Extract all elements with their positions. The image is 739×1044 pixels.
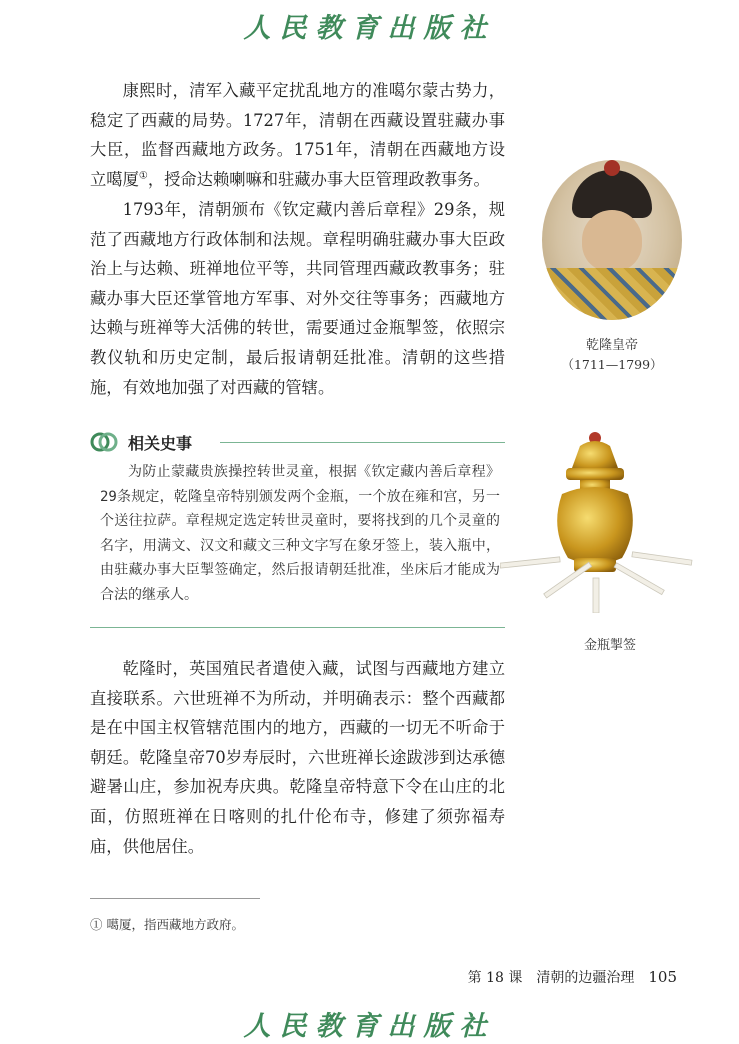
publisher-banner-bottom: 人民教育出版社: [243, 1011, 496, 1042]
paragraph-1793-regulations: [90, 195, 505, 402]
divider: [220, 442, 505, 443]
divider: [90, 627, 505, 628]
vase-caption: 金瓶掣签: [583, 638, 636, 653]
qianlong-portrait-image: [542, 160, 682, 320]
paragraph-qianlong: [90, 654, 505, 861]
related-history-icon: [90, 428, 118, 456]
portrait-years: （1711—1799）: [561, 357, 663, 372]
paragraph-kangxi: [90, 76, 505, 194]
page-footer: [468, 967, 677, 987]
golden-urn-image: [500, 428, 695, 613]
publisher-banner-top: 人民教育出版社: [243, 13, 496, 44]
portrait-caption: 乾隆皇帝: [585, 338, 638, 353]
footnote: ① 噶厦，指西藏地方政府。: [90, 917, 244, 932]
p2-text: 1793年，清朝颁布《钦定藏内善后章程》29条，规范了西藏地方行政体制和法规。章程明确驻藏办事大臣政治上与达赖、班禅地位平等，共同管理西藏政教事务；驻藏办事大臣还掌管地方军事、对外交往等事务；西藏地方达赖与班禅等大活佛的转世，需要通过金瓶掣签，依照宗教仪轨和历史定制，最后报请朝廷批准。清朝的这些措施，有效地加强了对西藏的管辖。: [90, 200, 505, 397]
lesson-title: 第 18 课 清朝的边疆治理: [467, 970, 635, 986]
related-history-title: 相关史事: [128, 434, 193, 453]
footnote-divider: [90, 898, 260, 899]
footnote-marker: ①: [138, 170, 148, 182]
page-number: 105: [648, 968, 677, 986]
p3-text: 乾隆时，英国殖民者遣使入藏，试图与西藏地方建立直接联系。六世班禅不为所动，并明确表示：整个西藏都是在中国主权管辖范围内的地方，西藏的一切无不听命于朝廷。乾隆皇帝70岁寿辰时，六世班禅长途跋涉到达承德避暑山庄，参加祝寿庆典。乾隆皇帝特意下令在山庄的北面，仿照班禅在日喀则的扎什伦布寺，修建了须弥福寿庙，供他居住。: [90, 659, 505, 856]
p1-text-a: 康熙时，清军入藏平定扰乱地方的准噶尔蒙古势力，稳定了西藏的局势。1727年，清朝在西藏设置驻藏办事大臣，监督西藏地方政务。1751年，清朝在西藏地方设立噶厦: [90, 81, 505, 189]
related-history-box: [90, 424, 505, 628]
related-history-text: 为防止蒙藏贵族操控转世灵童，根据《钦定藏内善后章程》29条规定，乾隆皇帝特别颁发两个金瓶，一个放在雍和宫，另一个送往拉萨。章程规定选定转世灵童时，要将找到的几个灵童的名字，用满文、汉文和藏文三种文字写在象牙签上，装入瓶中，由驻藏办事大臣掣签确定，然后报请朝廷批准，坐床后才能成为合法的继承人。: [100, 464, 500, 603]
p1-text-b: ，授命达赖喇嘛和驻藏办事大臣管理政教事务。: [147, 169, 490, 189]
